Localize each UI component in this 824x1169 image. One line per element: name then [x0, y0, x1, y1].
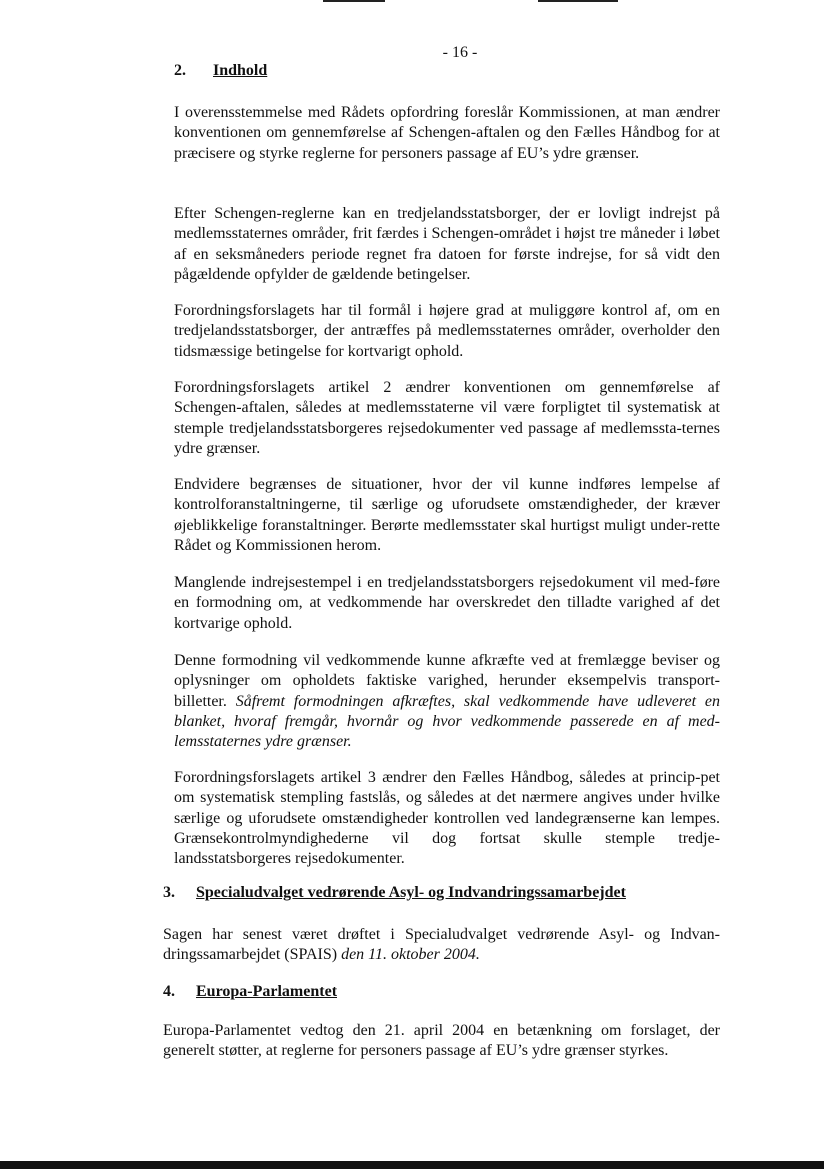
- section-heading: [163, 983, 337, 1001]
- paragraph: Endvidere begrænses de situationer, hvor der vil kunne indføres lempelse af kontrolforanstaltningerne, til særlige og uforudsete omstændigheder, der kræver øjeblikkelige foranstaltninger. Berørte medlemsstater skal hurtigst muligt under-rette Rådet og Kommissionen herom.: [174, 476, 720, 554]
- paragraph-italic-text: den 11. oktober 2004.: [341, 946, 480, 964]
- paragraph: Europa-Parlamentet vedtog den 21. april 2004 en betænkning om forslaget, der generelt støtter, at reglerne for personers passage af EU’s ydre grænser styrkes.: [163, 1022, 720, 1060]
- paragraph-italic-text: Såfremt formodningen afkræftes, skal vedkommende have udleveret en blanket, hvoraf fremgår, hvornår og hvor vedkommende passerede en af med-lemsstaternes ydre grænser.: [174, 692, 720, 751]
- section-title: Europa-Parlamentet: [196, 983, 338, 1000]
- section-title: Specialudvalget vedrørende Asyl- og Indvandringssamarbejdet: [196, 884, 626, 901]
- paragraph: [163, 925, 720, 966]
- paragraph: Manglende indrejsestempel i en tredjelandsstatsborgers rejsedokument vil med-føre en formodning om, at vedkommende har overskredet den tilladte varighed af det kortvarige ophold.: [174, 574, 720, 632]
- paragraph: [174, 651, 720, 752]
- section-number: 4.: [163, 983, 175, 1000]
- section-heading: [174, 62, 267, 80]
- section-heading: [163, 884, 626, 902]
- section-number: 3.: [163, 884, 175, 901]
- paragraph: I overensstemmelse med Rådets opfordring foreslår Kommissionen, at man ændrer konventionen om gennemførelse af Schengen-aftalen og den Fælles Håndbog for at præcisere og styrke reglerne for personers passage af EU’s ydre grænser.: [174, 104, 720, 162]
- paragraph-text: Denne formodning vil vedkommende kunne afkræfte ved at fremlægge beviser og oplysninger om opholdets faktiske varighed, herunder eksempelvis transport-billetter.: [174, 652, 720, 710]
- paragraph: Forordningsforslagets artikel 2 ændrer konventionen om gennemførelse af Schengen-aftalen, således at medlemsstaterne vil være forpligtet til systematisk at stemple tredjelandsstatsborgeres rejsedokumenter ved passage af medlemssta-ternes ydre grænser.: [174, 379, 720, 457]
- paragraph: Forordningsforslagets artikel 3 ændrer den Fælles Håndbog, således at princip-pet om systematisk stempling fastslås, og således at det nærmere angives under hvilke særlige og uforudsete omstændigheder kontrollen ved landegrænserne kan lempes. Grænsekontrolmyndighederne vil dog fortsat skulle stemple tredje-landsstatsborgeres rejsedokumenter.: [174, 769, 720, 868]
- paragraph-text: Sagen har senest været drøftet i Specialudvalget vedrørende Asyl- og Indvan-dringssamarbejdet (SPAIS): [163, 926, 720, 964]
- section-title: Indhold: [213, 62, 268, 79]
- paragraph: Efter Schengen-reglerne kan en tredjelandsstatsborger, der er lovligt indrejst på medlemsstaternes områder, frit færdes i Schengen-området i højst tre måneder i løbet af en seksmåneders periode regnet fra datoen for første indrejse, for så vidt den pågældende opfylder de gældende betingelser.: [174, 205, 720, 283]
- paragraph: Forordningsforslagets har til formål i højere grad at muliggøre kontrol af, om en tredjelandsstatsborger, der antræffes på medlemsstaternes områder, overholder den tidsmæssige betingelse for kortvarigt ophold.: [174, 302, 720, 360]
- scan-artifact-line: [538, 0, 618, 2]
- scan-artifact-line: [323, 0, 385, 2]
- section-number: 2.: [174, 62, 186, 79]
- scan-artifact-border: [0, 1161, 824, 1169]
- page-number: - 16 -: [442, 44, 478, 61]
